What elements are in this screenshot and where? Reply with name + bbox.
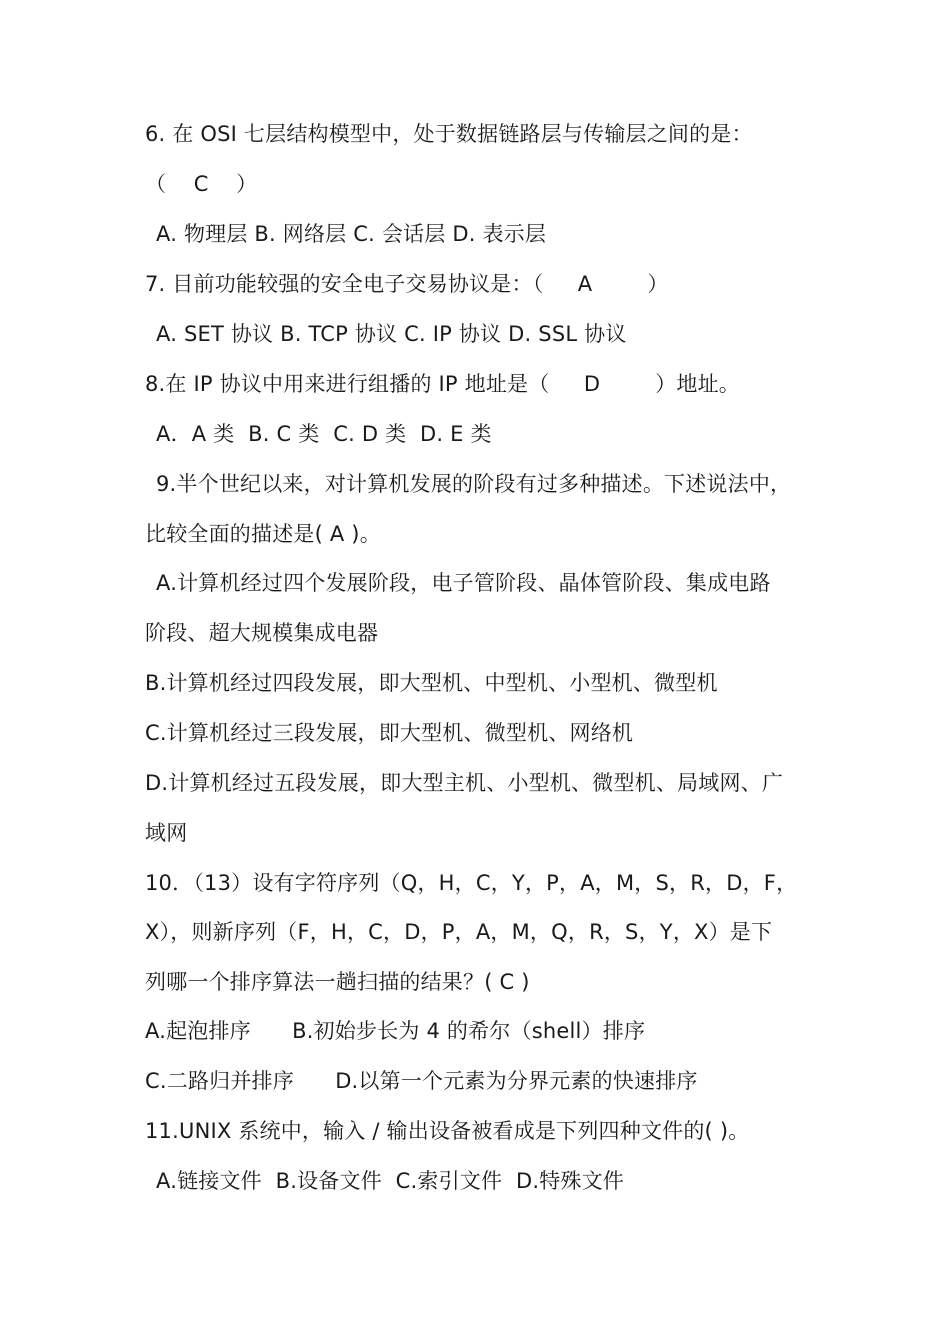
question-6-text: 6. 在 OSI 七层结构模型中，处于数据链路层与传输层之间的是： xyxy=(145,122,753,146)
question-9-option-a-cont: 阶段、超大规模集成电器 xyxy=(145,621,379,645)
question-9-option-c: C.计算机经过三段发展，即大型机、微型机、网络机 xyxy=(145,721,634,745)
question-9-option-d-cont: 域网 xyxy=(145,821,188,845)
question-9-option-b: B.计算机经过四段发展，即大型机、中型机、小型机、微型机 xyxy=(145,671,718,695)
question-6-answer: （ C ） xyxy=(145,172,258,196)
question-7-options: A. SET 协议 B. TCP 协议 C. IP 协议 D. SSL 协议 xyxy=(156,322,627,346)
question-10-options-ab: A.起泡排序 B.初始步长为 4 的希尔（shell）排序 xyxy=(145,1019,646,1043)
question-8-text: 8.在 IP 协议中用来进行组播的 IP 地址是（ D ）地址。 xyxy=(145,372,740,396)
question-10-text: 10．（13）设有字符序列（Q，H，C，Y，P，A，M，S，R，D，F， xyxy=(145,871,798,895)
question-6-options: A. 物理层 B. 网络层 C. 会话层 D. 表示层 xyxy=(156,222,547,246)
question-10-text-cont-2: 列哪一个排序算法一趟扫描的结果？( C ) xyxy=(145,970,530,994)
question-10-text-cont-1: X），则新序列（F，H，C，D，P，A，M，Q，R，S，Y，X）是下 xyxy=(145,920,773,944)
question-11-options: A.链接文件 B.设备文件 C.索引文件 D.特殊文件 xyxy=(156,1169,624,1193)
question-7-text: 7. 目前功能较强的安全电子交易协议是：（ A ） xyxy=(145,272,669,296)
question-8-options: A．A 类 B. C 类 C. D 类 D. E 类 xyxy=(156,422,492,446)
question-9-text: 9.半个世纪以来，对计算机发展的阶段有过多种描述。下述说法中， xyxy=(156,472,792,496)
question-9-option-d: D.计算机经过五段发展，即大型主机、小型机、微型机、局域网、广 xyxy=(145,771,784,795)
question-9-option-a: A.计算机经过四个发展阶段，电子管阶段、晶体管阶段、集成电路 xyxy=(156,571,771,595)
question-9-text-cont: 比较全面的描述是( A )。 xyxy=(145,522,381,546)
question-10-options-cd: C.二路归并排序 D.以第一个元素为分界元素的快速排序 xyxy=(145,1069,698,1093)
question-11-text: 11.UNIX 系统中，输入 / 输出设备被看成是下列四种文件的( )。 xyxy=(145,1119,750,1143)
